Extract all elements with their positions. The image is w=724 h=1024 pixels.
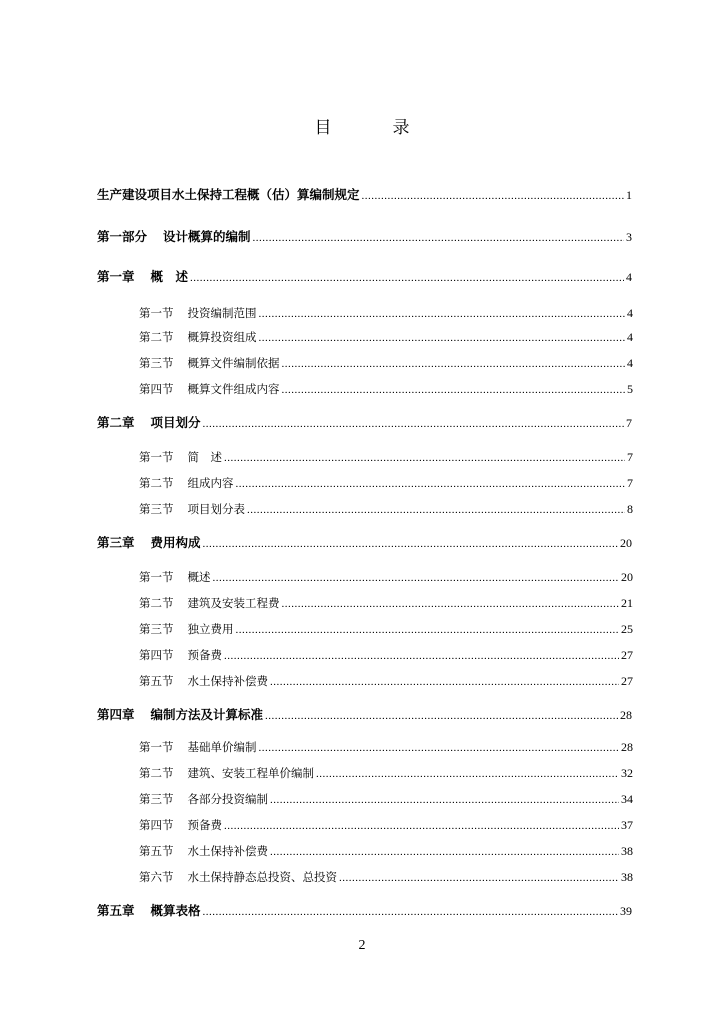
toc-entry-number: 第三节 [139, 502, 174, 516]
toc-leader-dots [190, 269, 624, 286]
toc-entry[interactable] [139, 738, 633, 756]
toc-entry-label: 概述 [187, 570, 211, 584]
toc-entry-label: 建筑、安装工程单价编制 [187, 766, 314, 780]
toc-leader-dots [362, 187, 624, 204]
toc-entry-label: 基础单价编制 [187, 740, 257, 754]
toc-leader-dots [253, 229, 624, 246]
toc-entry-number: 第四节 [139, 382, 174, 396]
toc-entry[interactable] [139, 620, 633, 638]
toc-leader-dots [316, 765, 619, 782]
toc-entry-page: 38 [621, 870, 633, 884]
toc-entry-label: 独立费用 [187, 622, 234, 636]
toc-leader-dots [203, 415, 624, 432]
toc-entry-number: 第一节 [139, 740, 174, 754]
toc-leader-dots [224, 647, 619, 664]
toc-entry-label: 投资编制范围 [187, 306, 257, 320]
toc-entry[interactable] [139, 868, 633, 886]
toc-entry-page: 27 [621, 648, 633, 662]
toc-entry-page: 4 [627, 330, 633, 344]
toc-leader-dots [270, 843, 619, 860]
toc-entry-page: 20 [621, 570, 633, 584]
toc-entry-label: 概算表格 [150, 903, 201, 918]
toc-leader-dots [270, 791, 619, 808]
toc-entry-label: 组成内容 [187, 476, 234, 490]
toc-leader-dots [270, 673, 619, 690]
toc-entry-label: 建筑及安装工程费 [187, 596, 280, 610]
toc-entry-label: 项目划分 [150, 415, 201, 430]
toc-entry-label: 概 述 [150, 269, 189, 284]
toc-entry-label: 生产建设项目水土保持工程概（估）算编制规定 [97, 187, 360, 202]
toc-entry[interactable] [139, 380, 633, 398]
toc-entry-number: 第三节 [139, 356, 174, 370]
toc-leader-dots [282, 355, 626, 372]
toc-entry[interactable] [139, 790, 633, 808]
toc-entry-page: 37 [621, 818, 633, 832]
toc-entry-label: 水土保持补偿费 [187, 844, 268, 858]
toc-entry-label: 概算文件组成内容 [187, 382, 280, 396]
toc-entry-label: 各部分投资编制 [187, 792, 268, 806]
toc-entry-page: 1 [626, 188, 632, 202]
toc-entry-page: 32 [621, 766, 633, 780]
toc-entry[interactable] [97, 228, 632, 246]
toc-entry-number: 第三节 [139, 792, 174, 806]
toc-entry-page: 8 [627, 502, 633, 516]
toc-entry-label: 设计概算的编制 [163, 229, 251, 244]
toc-leader-dots [282, 381, 626, 398]
toc-entry-page: 7 [627, 450, 633, 464]
toc-entry-number: 第三节 [139, 622, 174, 636]
toc-entry-number: 第三章 [97, 535, 135, 550]
toc-entry[interactable] [139, 672, 633, 690]
toc-entry-label: 水土保持静态总投资、总投资 [187, 870, 337, 884]
toc-leader-dots [259, 329, 626, 346]
toc-entry[interactable] [139, 764, 633, 782]
toc-entry-page: 7 [626, 416, 632, 430]
toc-entry-page: 34 [621, 792, 633, 806]
toc-entry-page: 21 [621, 596, 633, 610]
toc-entry-label: 预备费 [187, 648, 222, 662]
toc-entry-number: 第五章 [97, 903, 135, 918]
toc-entry[interactable] [139, 304, 633, 322]
page-title: 目 录 [314, 118, 432, 138]
toc-entry-label: 费用构成 [150, 535, 201, 550]
toc-entry-number: 第一部分 [97, 229, 148, 244]
toc-leader-dots [224, 449, 625, 466]
toc-entry[interactable] [139, 646, 633, 664]
toc-entry-page: 28 [620, 708, 632, 722]
toc-leader-dots [203, 903, 618, 920]
toc-entry-page: 38 [621, 844, 633, 858]
toc-entry-page: 27 [621, 674, 633, 688]
toc-entry-number: 第五节 [139, 674, 174, 688]
toc-leader-dots [282, 595, 620, 612]
toc-entry-page: 5 [627, 382, 633, 396]
toc-entry-page: 4 [626, 270, 632, 284]
toc-entry[interactable] [139, 448, 633, 466]
toc-leader-dots [203, 535, 618, 552]
toc-entry-page: 28 [621, 740, 633, 754]
toc-entry[interactable] [139, 568, 633, 586]
toc-leader-dots [236, 475, 626, 492]
toc-entry[interactable] [97, 414, 632, 432]
toc-entry[interactable] [139, 500, 633, 518]
toc-entry-page: 4 [627, 356, 633, 370]
toc-leader-dots [259, 739, 620, 756]
toc-entry-label: 概算文件编制依据 [187, 356, 280, 370]
toc-entry-label: 水土保持补偿费 [187, 674, 268, 688]
toc-entry-number: 第一节 [139, 450, 174, 464]
toc-entry-number: 第二节 [139, 766, 174, 780]
toc-entry[interactable] [139, 816, 633, 834]
toc-leader-dots [247, 501, 625, 518]
toc-entry-number: 第一节 [139, 306, 174, 320]
toc-entry[interactable] [139, 842, 633, 860]
toc-leader-dots [259, 305, 626, 322]
toc-entry-page: 25 [621, 622, 633, 636]
toc-entry[interactable] [139, 354, 633, 372]
toc-entry-number: 第二节 [139, 330, 174, 344]
toc-entry-number: 第二节 [139, 476, 174, 490]
toc-entry-number: 第一章 [97, 269, 135, 284]
toc-leader-dots [224, 817, 619, 834]
toc-leader-dots [213, 569, 620, 586]
toc-entry[interactable] [97, 706, 632, 724]
toc-entry-page: 20 [620, 536, 632, 550]
toc-entry-number: 第二章 [97, 415, 135, 430]
toc-entry-number: 第四节 [139, 648, 174, 662]
toc-entry-number: 第二节 [139, 596, 174, 610]
toc-entry-number: 第一节 [139, 570, 174, 584]
toc-leader-dots [265, 707, 618, 724]
toc-entry[interactable] [139, 328, 633, 346]
toc-entry-number: 第四节 [139, 818, 174, 832]
toc-entry-label: 概算投资组成 [187, 330, 257, 344]
toc-entry-label: 项目划分表 [187, 502, 245, 516]
toc-entry-page: 7 [627, 476, 633, 490]
toc-entry[interactable] [97, 902, 632, 920]
toc-entry-number: 第四章 [97, 707, 135, 722]
toc-entry[interactable] [97, 186, 632, 204]
toc-entry-label: 编制方法及计算标准 [150, 707, 264, 722]
toc-leader-dots [339, 869, 619, 886]
toc-entry[interactable] [139, 474, 633, 492]
toc-entry-number: 第五节 [139, 844, 174, 858]
toc-entry-page: 3 [626, 230, 632, 244]
toc-entry[interactable] [139, 594, 633, 612]
toc-entry-label: 预备费 [187, 818, 222, 832]
toc-entry-page: 39 [620, 904, 632, 918]
toc-entry[interactable] [97, 268, 632, 286]
toc-leader-dots [236, 621, 620, 638]
page-number: 2 [358, 938, 366, 953]
toc-entry[interactable] [97, 534, 632, 552]
toc-entry-label: 简 述 [187, 450, 222, 464]
toc-entry-page: 4 [627, 306, 633, 320]
toc-entry-number: 第六节 [139, 870, 174, 884]
